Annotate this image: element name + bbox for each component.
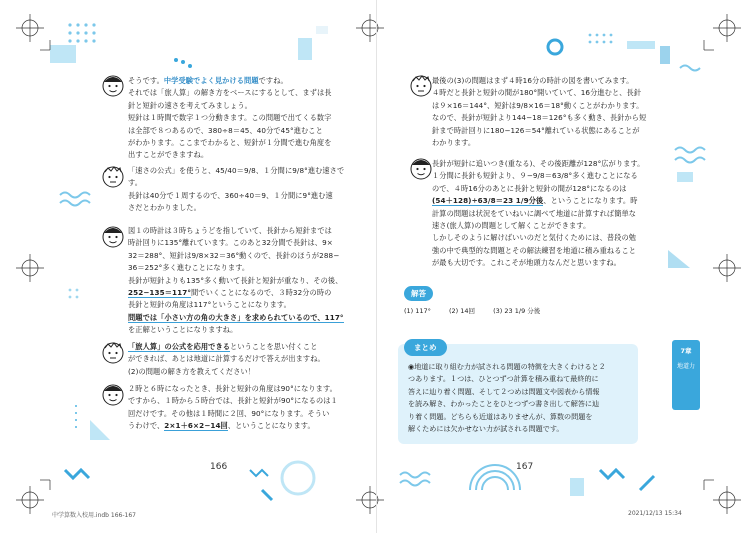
text-line: ４時だと長針と短針の間が180°開いていて、16分進むと、長針 [432,88,642,98]
text-line: 長針が短針よりも135°多く動いて長針と短針が重なり、その後、 [128,275,343,285]
text-line: １分間に長針も短針より、９−9/8＝63/8°多く進むことになる [432,171,638,181]
face-icon [100,339,126,365]
text-line: ２時と６時になったとき、長針と短針の角度は90°になります。 [128,384,337,393]
summary-line: を読み解き、わかったことをひとつずつ書き出して解答に辿 [408,399,600,409]
summary-line: ◉地道に取り組む力が試される問題の特徴を大きくわけると２ [408,362,606,371]
answer-text-block-1 [128,75,348,162]
text-line: 36＝252°多く進むことになります。 [128,263,250,273]
chapter-tab [672,340,700,410]
underlined-text: 問題では「小さい方の角の大きさ」を求められているので、117° [128,312,344,322]
text-line: 図１の時計は３時ちょうどを指していて、長針から短針までは [128,226,332,235]
underlined-text: 「旅人算」の公式を応用できる [128,342,231,351]
text-line: 速さ(旅人算)の問題として解くことができます。 [432,221,591,231]
text-span: 、ということになります。時 [543,196,638,206]
text-span: 間でいくことになるので、３時32分の時の [191,288,332,298]
text-line: 計算の問題は状況をていねいに調べて地道に計算すれば簡単な [432,208,637,218]
text-line: を正解ということになりますね。 [128,325,238,335]
text-line: ので、４時16分のあとに長針と短針の間が128°になるのは [432,183,627,193]
text-line: 針まで時計回りに180−126＝54°離れている状態にあることが [432,125,640,135]
answer-item: (1) 117° [404,307,431,315]
text-span: 、ということになります。 [227,421,315,431]
summary-title: まとめ [404,339,447,356]
text-line: 32＝288°、短針は9/8×32＝36°動くので、長針のほうが288− [128,250,340,260]
summary-line: 解くためには欠かせない力が試される問題です。 [408,424,564,434]
chapter-number: 7章 [680,347,692,355]
answer-text-block-3 [128,225,348,337]
answer-list [404,306,556,315]
text-line: 長針は40分で１周するので、360÷40＝9、１分間に9°進む速 [128,190,333,200]
text-line [432,195,658,207]
text-span: ということを思い付くこと [230,342,318,351]
text-line: 針と短針の速さを考えてみましょう。 [128,100,252,110]
summary-line: 答えに辿り着く問題、そして２つめは問題文や図表から情報 [408,386,600,396]
summary-body [408,361,630,435]
summary-line: つあります。１つは、ひとつずつ計算を積み重ねて最終的に [408,374,599,384]
summary-line: り着く問題。どちらも近道はありませんが、算数の問題を [408,411,593,421]
text-line: 長針と短針の角度は117°ということになります。 [128,300,291,310]
answer-badge: 解答 [404,286,433,301]
underlined-text: 2×1＋6×2−14回 [164,421,228,431]
face-icon [100,163,126,189]
face-icon [100,381,126,407]
right-text-block-2 [432,158,658,270]
right-text-block-1 [432,75,658,149]
text-line: 最後の(3)の問題はまず４時16分の時計の図を書いてみます。 [432,76,634,85]
text-line: (2)の問題の解き方を教えてください！ [128,366,256,376]
face-icon [100,72,126,98]
answer-text-block-2 [128,165,348,215]
face-icon [100,223,126,249]
text-line: 時計回りに135°離れています。このあと32分間で長針は、9× [128,238,333,248]
text-line [128,312,348,324]
text-line: が最も大切です。これこそが地頭力なんだと思いますね。 [432,258,621,268]
text-span: ですね。 [258,76,288,85]
page-number: 166 [210,462,228,472]
text-line: は全部で８つあるので、380÷8＝45、40分で45°進むこと [128,125,323,135]
text-line: さだとわかりました。 [128,203,201,213]
page-number: 167 [516,462,534,472]
text-line: は９×16＝144°、短針は9/8×16＝18°動くことがわかります。 [432,100,644,110]
chapter-title: 地道力 [676,363,695,370]
text-line: わかります。 [432,138,476,148]
text-line: がわかります。ここまでわかると、短針が１分間で進む角度を [128,138,332,148]
text-line: ですから、１時から５時台では、長針と短針が90°になるのは１ [128,396,338,406]
text-line [128,75,348,87]
underlined-text: (54＋128)÷63/8＝23 1/9分後 [432,196,544,206]
text-line [128,420,348,432]
face-icon [408,155,434,181]
text-line: しかしそのように解けばいいのだと気付くためには、普段の勉 [432,233,637,243]
text-line: 「速さの公式」を使うと、45/40＝9/8、１分間に9/8°進む速さです。 [128,166,345,188]
text-line: それでは「旅人算」の解き方をベースにするとして、まずは長 [128,88,332,98]
text-line: 回だけです。その他は１時間に２回、90°になります。そうい [128,408,330,418]
text-span: そうです。 [128,76,164,85]
face-icon [408,72,434,98]
footer-timestamp: 2021/12/13 15:34 [628,510,682,517]
text-line: 短針は１時間で数字１つ分動きます。この問題で出てくる数字 [128,113,332,123]
answer-item: (2) 14回 [449,307,476,315]
text-line: 長針が短針に追いつき(重なる)、その後距離が128°広がります。 [432,159,645,168]
text-span: うわけで、 [128,421,165,431]
footer-file-info: 中学算数入校用.indb 166-167 [52,512,136,519]
text-line [128,287,348,299]
text-line: ができれば、あとは地道に計算するだけで答えが出ますね。 [128,354,325,364]
highlight-text: 中学受験でよく見かける問題 [163,76,259,85]
text-line: 強の中で典型的な問題とその解法練習を地道に積み重ねること [432,245,637,255]
underlined-text: 252−135＝117° [128,288,192,298]
text-line: なので、長針が短針より144−18＝126°も多く動き、長針から短 [432,113,647,123]
text-line [128,341,348,353]
answer-item: (3) 23 1/9 分後 [493,307,541,315]
answer-text-block-4 [128,383,348,433]
text-line: 出すことができますね。 [128,150,209,160]
question-text-block [128,341,348,378]
